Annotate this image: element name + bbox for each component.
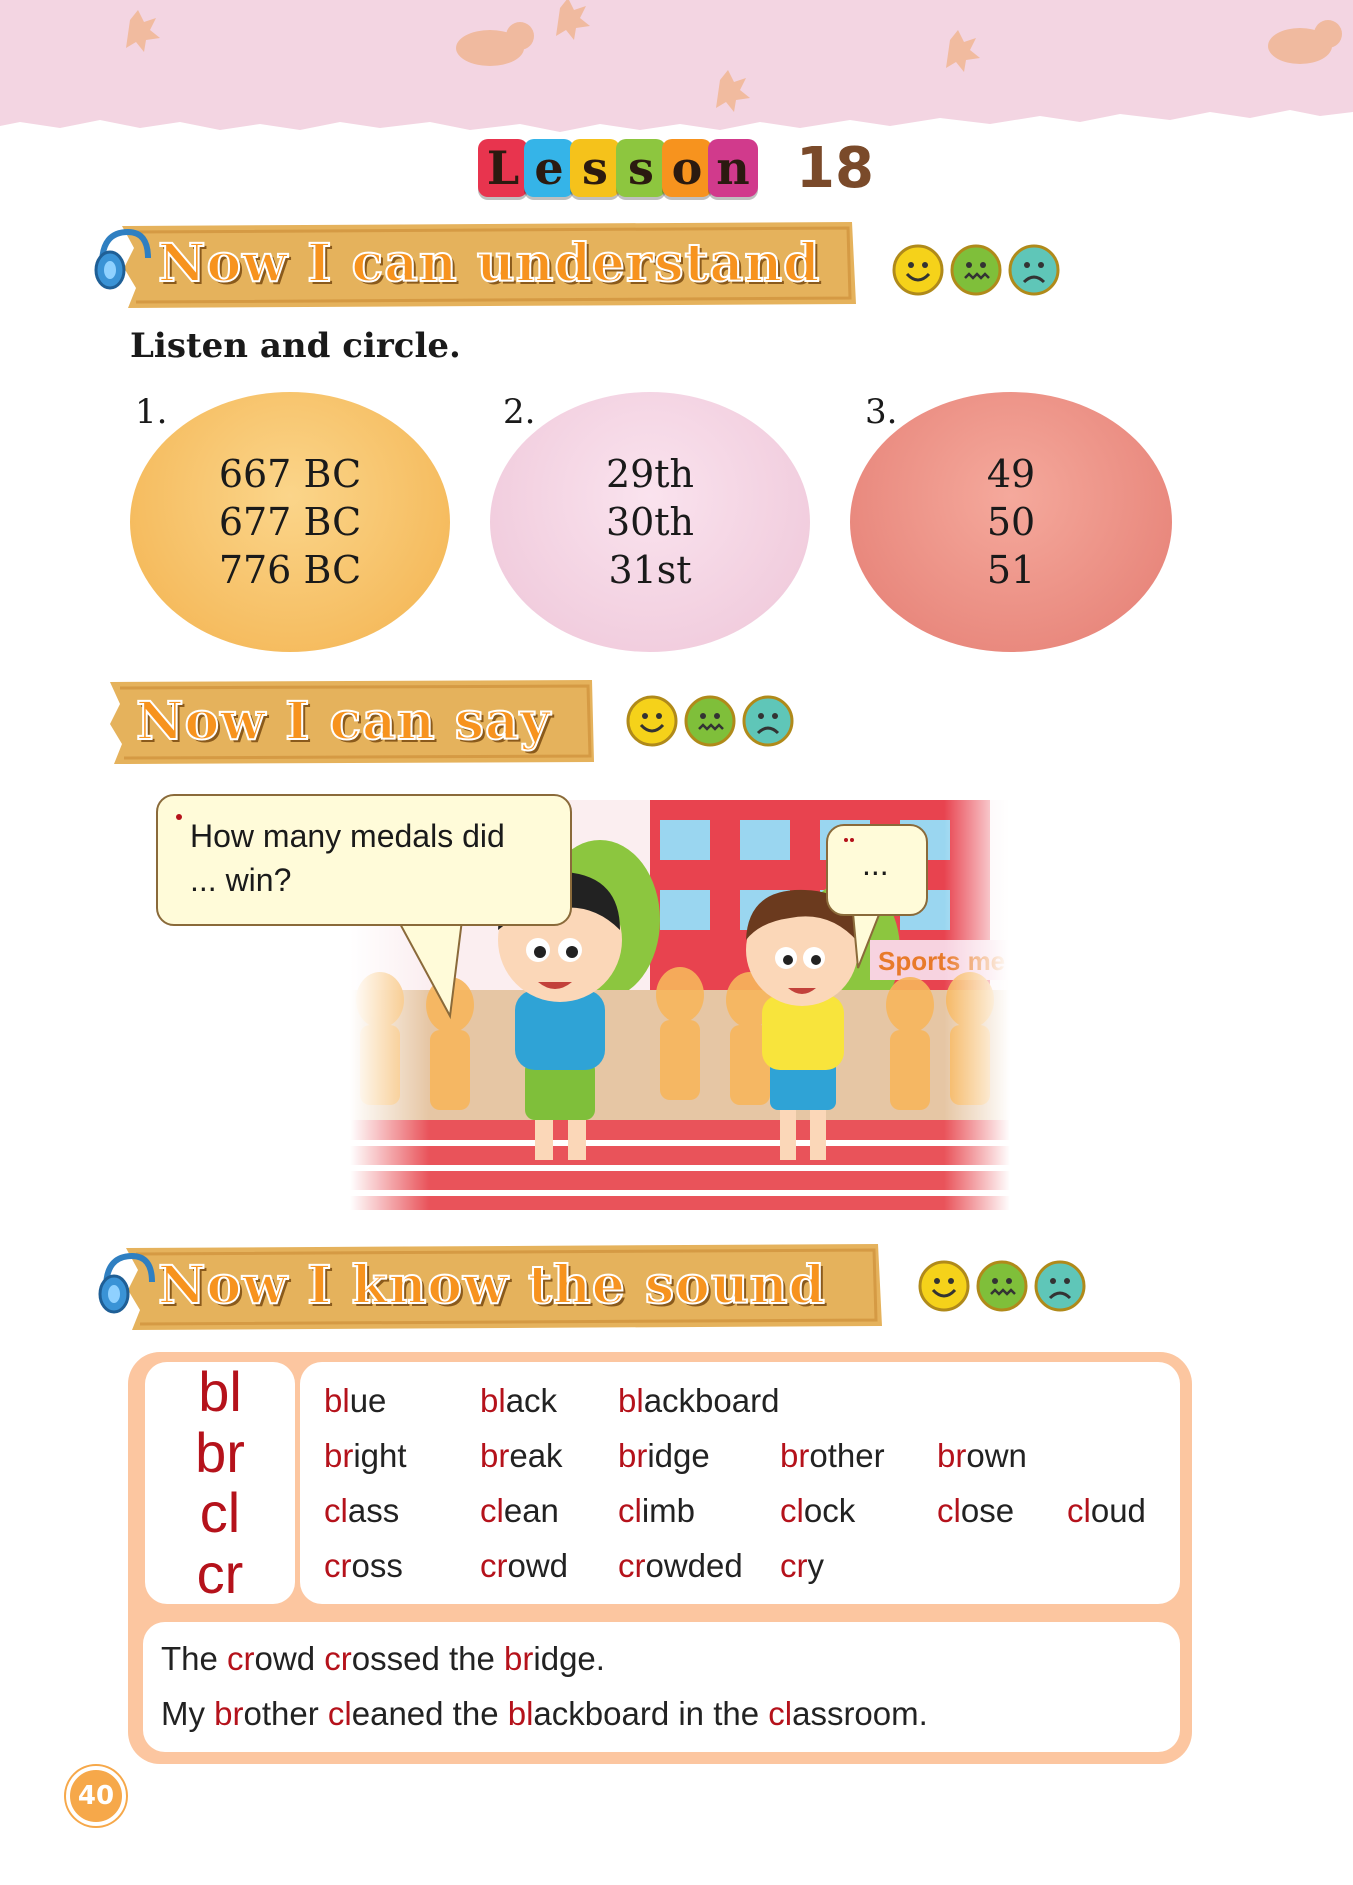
answer-oval[interactable] <box>130 392 450 652</box>
self-assessment-faces <box>892 244 1060 296</box>
item-number: 1. <box>135 392 168 432</box>
word-blend: cl <box>780 1492 804 1529</box>
word-rest: oud <box>1090 1492 1146 1529</box>
answer-option[interactable]: 50 <box>986 500 1036 544</box>
sentence-text: owd <box>254 1640 325 1677</box>
top-banner <box>0 0 1353 140</box>
speech-bubble-boy <box>156 794 572 926</box>
blend-letters: br <box>195 1420 245 1484</box>
sentence-text: idge. <box>533 1640 605 1677</box>
sad-face-icon[interactable] <box>1034 1260 1086 1312</box>
answer-option[interactable]: 49 <box>986 452 1036 496</box>
phonics-word <box>780 1437 885 1475</box>
word-rest: imb <box>641 1492 696 1529</box>
word-rest: own <box>966 1437 1027 1474</box>
bubble-dot <box>850 838 854 842</box>
word-blend: br <box>937 1437 967 1474</box>
word-rest: oss <box>351 1547 403 1584</box>
word-rest: owd <box>507 1547 569 1584</box>
word-rest: owded <box>645 1547 743 1584</box>
page-number: 40 <box>66 1766 126 1826</box>
blend-letters: cr <box>196 1541 244 1605</box>
phonics-word <box>618 1382 779 1420</box>
word-blend: cr <box>480 1547 508 1584</box>
example-sentence <box>161 1640 605 1678</box>
phonics-word <box>1067 1492 1146 1530</box>
section-title: Now I can say <box>136 690 551 752</box>
word-blend: cr <box>618 1547 646 1584</box>
phonics-word <box>480 1547 568 1585</box>
blend-letters: bl <box>198 1360 242 1424</box>
sentence-blend: cr <box>227 1640 255 1677</box>
word-rest: other <box>809 1437 885 1474</box>
answer-option[interactable]: 667 BC <box>218 452 362 496</box>
word-rest: ass <box>347 1492 400 1529</box>
phonics-word <box>937 1492 1014 1530</box>
bubble-dot <box>844 838 848 842</box>
word-rest: ack <box>505 1382 558 1419</box>
word-rest: ight <box>353 1437 407 1474</box>
item-number: 2. <box>503 392 536 432</box>
speech-bubble-tail <box>390 920 470 1020</box>
sentence-blend: cr <box>324 1640 352 1677</box>
example-sentences-panel <box>143 1622 1180 1752</box>
word-rest: ackboard <box>643 1382 780 1419</box>
self-assessment-faces <box>626 695 794 747</box>
word-rest: y <box>807 1547 824 1584</box>
phonics-word <box>937 1437 1027 1475</box>
sentence-text: assroom. <box>792 1695 928 1732</box>
lesson-letter-tile: s <box>616 139 666 197</box>
lesson-letter-tile: n <box>708 139 758 197</box>
lesson-number: 18 <box>796 135 874 201</box>
answer-option[interactable]: 29th <box>605 452 695 496</box>
answer-option[interactable]: 677 BC <box>218 500 362 544</box>
word-rest: ock <box>803 1492 856 1529</box>
word-rest: ue <box>349 1382 387 1419</box>
word-blend: br <box>324 1437 354 1474</box>
sentence-blend: br <box>504 1640 534 1677</box>
word-blend: cr <box>324 1547 352 1584</box>
word-rest: idge <box>647 1437 710 1474</box>
phonics-word <box>324 1382 386 1420</box>
word-blend: cl <box>1067 1492 1091 1529</box>
neutral-face-icon[interactable] <box>684 695 736 747</box>
phonics-word <box>618 1437 710 1475</box>
answer-oval[interactable] <box>490 392 810 652</box>
answer-oval[interactable] <box>850 392 1172 652</box>
phonics-word <box>324 1437 407 1475</box>
answer-option[interactable]: 31st <box>608 548 692 592</box>
sentence-text: The <box>161 1640 228 1677</box>
phonics-word <box>324 1547 403 1585</box>
word-blend: br <box>618 1437 648 1474</box>
sad-face-icon[interactable] <box>1008 244 1060 296</box>
phonics-word <box>480 1382 557 1420</box>
sentence-text: ossed the <box>351 1640 505 1677</box>
sentence-blend: cl <box>768 1695 793 1732</box>
word-blend: cl <box>324 1492 348 1529</box>
answer-option[interactable]: 776 BC <box>218 548 362 592</box>
speech-bubble-girl <box>826 824 928 916</box>
neutral-face-icon[interactable] <box>950 244 1002 296</box>
sentence-text: eaned the <box>351 1695 508 1732</box>
word-blend: br <box>480 1437 510 1474</box>
phonics-word <box>780 1547 824 1585</box>
word-rest: ean <box>503 1492 559 1529</box>
answer-option[interactable]: 30th <box>605 500 695 544</box>
word-rest: ose <box>960 1492 1015 1529</box>
self-assessment-faces <box>918 1260 1086 1312</box>
happy-face-icon[interactable] <box>892 244 944 296</box>
phonics-word <box>480 1437 563 1475</box>
word-blend: cl <box>937 1492 961 1529</box>
section-title: Now I can understand <box>158 232 821 294</box>
bubble-dot <box>176 814 182 820</box>
phonics-word <box>324 1492 399 1530</box>
word-blend: cl <box>480 1492 504 1529</box>
phonics-word <box>780 1492 855 1530</box>
lesson-letter-tile: s <box>570 139 620 197</box>
sad-face-icon[interactable] <box>742 695 794 747</box>
headphones-icon <box>92 224 152 294</box>
word-rest: eak <box>509 1437 563 1474</box>
sentence-text: ackboard in the <box>533 1695 769 1732</box>
neutral-face-icon[interactable] <box>976 1260 1028 1312</box>
example-sentence <box>161 1695 928 1733</box>
section-banner-understand <box>92 218 860 308</box>
sentence-text: other <box>243 1695 328 1732</box>
happy-face-icon[interactable] <box>626 695 678 747</box>
word-blend: bl <box>618 1382 644 1419</box>
word-blend: bl <box>324 1382 350 1419</box>
bubble-line: ... win? <box>190 862 292 898</box>
lesson-letter-tile: e <box>524 139 574 197</box>
bubble-line: ... <box>862 846 889 882</box>
section-banner-sound <box>96 1240 886 1330</box>
phonics-word <box>618 1547 743 1585</box>
sentence-blend: br <box>214 1695 244 1732</box>
sentence-blend: bl <box>507 1695 534 1732</box>
headphones-icon <box>96 1248 156 1318</box>
instruction-text: Listen and circle. <box>130 326 461 366</box>
lesson-title <box>478 128 874 208</box>
sentence-text: My <box>161 1695 215 1732</box>
item-number: 3. <box>865 392 898 432</box>
lesson-letter-tile: o <box>662 139 712 197</box>
sentence-blend: cl <box>327 1695 352 1732</box>
word-blend: cr <box>780 1547 808 1584</box>
lesson-letter-tile: L <box>478 139 528 197</box>
phonics-word <box>618 1492 695 1530</box>
section-title: Now I know the sound <box>158 1254 826 1316</box>
answer-option[interactable]: 51 <box>986 548 1036 592</box>
word-blend: br <box>780 1437 810 1474</box>
blend-letters-column <box>145 1362 295 1604</box>
bubble-line: How many medals did <box>190 818 505 854</box>
section-banner-say <box>104 676 596 766</box>
word-list-panel <box>300 1362 1180 1604</box>
word-blend: bl <box>480 1382 506 1419</box>
blend-letters: cl <box>199 1481 241 1545</box>
word-blend: cl <box>618 1492 642 1529</box>
happy-face-icon[interactable] <box>918 1260 970 1312</box>
phonics-word <box>480 1492 559 1530</box>
